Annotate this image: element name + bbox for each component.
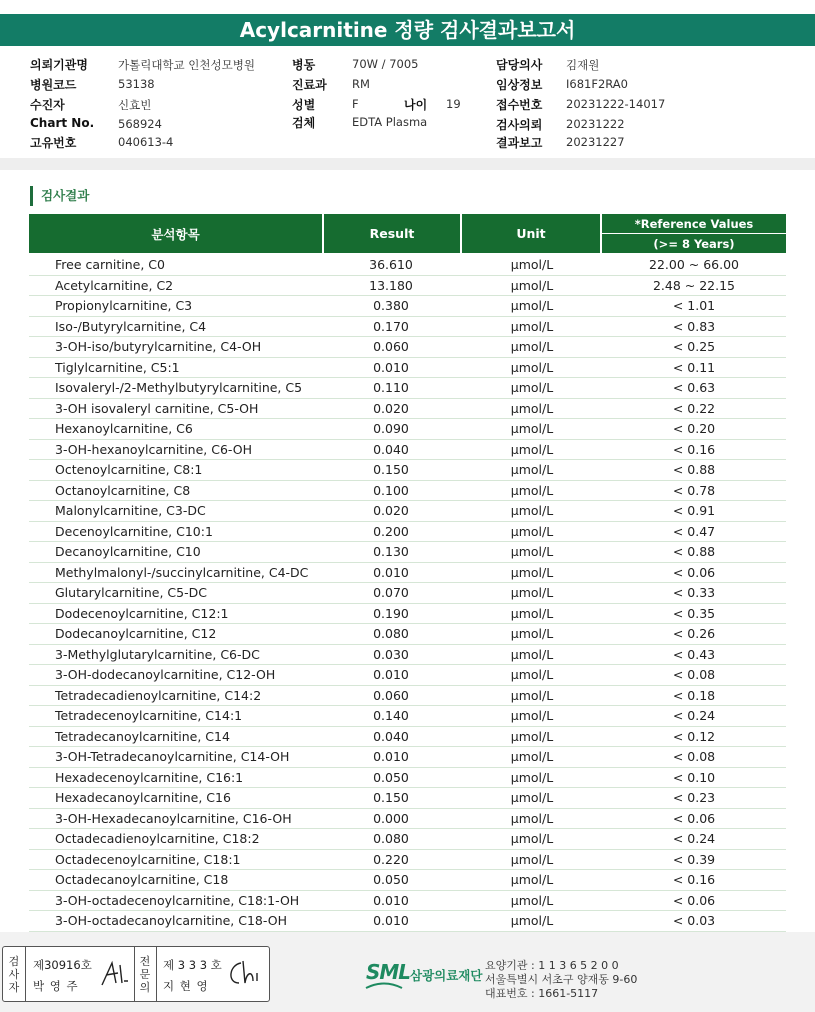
report-value: 20231227 [566,135,625,149]
reference-value: < 0.22 [672,400,716,416]
result-value: 0.010 [373,564,409,580]
clinical-value: I681F2RA0 [566,77,628,91]
unit-value: µmol/L [510,277,554,293]
analyte-name: Hexadecenoylcarnitine, C16:1 [55,769,244,785]
table-row [29,419,786,440]
result-value: 0.010 [373,913,409,928]
reference-value: < 0.47 [672,523,716,539]
sml-logo-text: SML [366,960,411,984]
result-value: 0.220 [373,851,409,867]
table-row [29,850,786,871]
table-row [29,829,786,850]
clinical-label: 임상정보 [496,78,543,92]
result-value: 0.050 [373,872,409,887]
analyte-name: Dodecanoylcarnitine, C12 [55,626,217,641]
unit-value: µmol/L [510,749,554,764]
header-item: 분석항목 [29,214,322,253]
analyte-name: Octadecanoylcarnitine, C18 [55,872,229,887]
tester-label: 검 사 자 [8,954,20,994]
reference-value: < 0.33 [672,585,716,600]
analyte-name: Hexanoylcarnitine, C6 [55,421,193,436]
table-row [29,891,786,912]
result-value: 0.030 [373,646,409,662]
unit-value: µmol/L [510,667,554,682]
table-row [29,788,786,809]
unit-value: µmol/L [510,298,554,313]
patient-label: 수진자 [30,98,65,112]
analyte-name: 3-Methylglutarylcarnitine, C6-DC [55,646,260,662]
analyte-name: Iso-/Butyrylcarnitine, C4 [55,318,207,334]
specialist-label: 전 문 의 [139,954,151,994]
table-row [29,522,786,543]
hospital-value: 가톨릭대학교 인천성모병원 [118,58,255,72]
table-row [29,296,786,317]
reference-value: < 0.78 [672,482,716,498]
table-row [29,727,786,748]
result-value: 0.110 [373,380,409,395]
sex-value: F [352,97,359,111]
reference-value: < 0.26 [672,626,716,641]
ward-label: 병동 [292,58,316,72]
result-value: 36.610 [369,257,413,272]
reference-value: < 0.10 [672,769,716,785]
table-row [29,624,786,645]
header-unit: Unit [462,214,600,253]
reference-value: < 0.08 [672,667,716,682]
result-value: 0.190 [373,605,409,621]
result-value: 0.010 [373,892,409,908]
header-reference: *Reference Values [602,214,786,233]
report-title: Acylcarnitine 정량 검사결과보고서 [0,14,815,46]
table-row [29,706,786,727]
analyte-name: Decenoylcarnitine, C10:1 [55,523,213,539]
chart-label: Chart No. [30,116,95,130]
section-title: 검사결과 [30,186,89,206]
analyte-name: Isovaleryl-/2-Methylbutyrylcarnitine, C5 [55,380,303,395]
analyte-name: 3-OH-dodecanoylcarnitine, C12-OH [55,667,276,682]
result-value: 0.150 [373,790,409,805]
reference-value: < 0.12 [672,728,716,744]
unit-value: µmol/L [510,708,554,723]
dept-value: RM [352,77,370,91]
analyte-name: Methylmalonyl-/succinylcarnitine, C4-DC [55,564,309,580]
specimen-label: 검체 [292,116,316,130]
tester-number: 제30916호 [33,958,92,972]
analyte-name: Dodecenoylcarnitine, C12:1 [55,605,229,621]
reference-value: < 0.88 [672,544,716,559]
org-address: 서울특별시 서초구 양재동 9-60 [485,973,638,986]
analyte-name: Octenoylcarnitine, C8:1 [55,462,203,477]
request-value: 20231222 [566,117,625,131]
table-row [29,686,786,707]
tester-signature [98,959,132,989]
result-value: 0.020 [373,503,409,518]
table-row [29,255,786,276]
result-value: 0.080 [373,831,409,846]
result-value: 0.380 [373,298,409,313]
table-row [29,440,786,461]
analyte-name: Octanoylcarnitine, C8 [55,482,191,498]
table-header [29,214,786,253]
result-value: 0.090 [373,421,409,436]
table-row [29,460,786,481]
result-value: 0.060 [373,339,409,354]
analyte-name: 3-OH-hexanoylcarnitine, C6-OH [55,441,253,457]
doctor-value: 김재원 [566,58,600,72]
patient-info [30,56,790,152]
result-value: 0.070 [373,585,409,600]
unit-value: µmol/L [510,523,554,539]
analyte-name: Malonylcarnitine, C3-DC [55,503,206,518]
unit-value: µmol/L [510,400,554,416]
reference-value: < 0.16 [672,872,716,887]
specialist-number: 제 3 3 3 호 [163,958,222,972]
specialist-signature [225,957,265,991]
unit-value: µmol/L [510,544,554,559]
result-value: 0.200 [373,523,409,539]
sex-label: 성별 [292,98,316,112]
table-row [29,563,786,584]
table-row [29,645,786,666]
ward-value: 70W / 7005 [352,57,419,71]
unit-value: µmol/L [510,380,554,395]
unit-value: µmol/L [510,687,554,703]
table-row [29,747,786,768]
reference-value: < 0.06 [672,892,716,908]
reference-value: < 0.08 [672,749,716,764]
unit-value: µmol/L [510,790,554,805]
code-label: 병원코드 [30,78,77,92]
analyte-name: Octadecadienoylcarnitine, C18:2 [55,831,260,846]
table-row [29,870,786,891]
reference-value: < 0.43 [672,646,716,662]
uid-value: 040613-4 [118,135,174,149]
unit-value: µmol/L [510,441,554,457]
reference-value: < 1.01 [672,298,716,313]
result-value: 0.130 [373,544,409,559]
reference-value: < 0.06 [672,564,716,580]
result-value: 0.170 [373,318,409,334]
unit-value: µmol/L [510,728,554,744]
reference-value: < 0.24 [672,708,716,723]
reference-value: 2.48 ~ 22.15 [652,277,736,293]
result-value: 0.140 [373,708,409,723]
reference-value: < 0.25 [672,339,716,354]
reference-value: < 0.63 [672,380,716,395]
table-row [29,337,786,358]
reference-value: < 0.11 [672,359,716,375]
reference-value: < 0.18 [672,687,716,703]
result-value: 0.040 [373,441,409,457]
header-reference-sub: (>= 8 Years) [602,234,786,253]
unit-value: µmol/L [510,872,554,887]
org-name: 삼광의료재단 [410,968,483,983]
unit-value: µmol/L [510,851,554,867]
dept-label: 진료과 [292,78,327,92]
result-value: 0.000 [373,810,409,826]
reference-value: < 0.35 [672,605,716,621]
analyte-name: 3-OH isovaleryl carnitine, C5-OH [55,400,259,416]
result-value: 0.010 [373,667,409,682]
unit-value: µmol/L [510,626,554,641]
result-value: 0.050 [373,769,409,785]
unit-value: µmol/L [510,769,554,785]
unit-value: µmol/L [510,913,554,928]
chart-value: 568924 [118,117,162,131]
analyte-name: Octadecenoylcarnitine, C18:1 [55,851,241,867]
org-code: 요양기관 : 1 1 3 6 5 2 0 0 [485,959,619,972]
analyte-name: 3-OH-octadecenoylcarnitine, C18:1-OH [55,892,300,908]
analyte-name: Acetylcarnitine, C2 [55,277,174,293]
table-row [29,604,786,625]
table-row [29,768,786,789]
result-value: 0.150 [373,462,409,477]
unit-value: µmol/L [510,257,554,272]
analyte-name: 3-OH-Tetradecanoylcarnitine, C14-OH [55,749,290,764]
reference-value: 22.00 ~ 66.00 [649,257,739,272]
result-value: 0.010 [373,359,409,375]
table-row [29,583,786,604]
analyte-name: Tiglylcarnitine, C5:1 [55,359,180,375]
analyte-name: Tetradecadienoylcarnitine, C14:2 [55,687,262,703]
unit-value: µmol/L [510,318,554,334]
reference-value: < 0.91 [672,503,716,518]
uid-label: 고유번호 [30,136,77,150]
reference-value: < 0.88 [672,462,716,477]
unit-value: µmol/L [510,564,554,580]
table-row [29,501,786,522]
analyte-name: 3-OH-Hexadecanoylcarnitine, C16-OH [55,810,292,826]
analyte-name: 3-OH-iso/butyrylcarnitine, C4-OH [55,339,262,354]
receipt-label: 접수번호 [496,98,543,112]
unit-value: µmol/L [510,359,554,375]
analyte-name: 3-OH-octadecanoylcarnitine, C18-OH [55,913,287,928]
table-row [29,911,786,932]
hospital-label: 의뢰기관명 [30,58,88,72]
report-label: 결과보고 [496,136,543,150]
receipt-value: 20231222-14017 [566,97,666,111]
doctor-label: 담당의사 [496,58,543,72]
table-row [29,276,786,297]
analyte-name: Decanoylcarnitine, C10 [55,544,201,559]
unit-value: µmol/L [510,892,554,908]
table-row [29,809,786,830]
result-value: 0.010 [373,749,409,764]
analyte-name: Propionylcarnitine, C3 [55,298,193,313]
age-label: 나이 [404,98,428,112]
reference-value: < 0.23 [672,790,716,805]
table-row [29,399,786,420]
org-phone: 대표번호 : 1661-5117 [485,987,599,1000]
result-value: 0.100 [373,482,409,498]
patient-value: 신효빈 [118,98,152,112]
reference-value: < 0.20 [672,421,716,436]
result-value: 0.020 [373,400,409,416]
reference-value: < 0.03 [672,913,716,928]
analyte-name: Hexadecanoylcarnitine, C16 [55,790,231,805]
table-row [29,358,786,379]
unit-value: µmol/L [510,462,554,477]
request-label: 검사의뢰 [496,118,543,132]
result-value: 0.080 [373,626,409,641]
table-row [29,481,786,502]
section-divider [0,158,815,170]
unit-value: µmol/L [510,831,554,846]
analyte-name: Tetradecenoylcarnitine, C14:1 [55,708,243,723]
code-value: 53138 [118,77,155,91]
result-rows [29,255,786,932]
unit-value: µmol/L [510,605,554,621]
table-row [29,665,786,686]
specialist-name: 지 현 영 [163,979,209,993]
table-row [29,542,786,563]
analyte-name: Glutarylcarnitine, C5-DC [55,585,207,600]
reference-value: < 0.24 [672,831,716,846]
unit-value: µmol/L [510,585,554,600]
reference-value: < 0.06 [672,810,716,826]
header-result: Result [324,214,460,253]
age-value: 19 [446,97,461,111]
reference-value: < 0.39 [672,851,716,867]
analyte-name: Tetradecanoylcarnitine, C14 [55,728,230,744]
signature-box [2,946,270,1002]
result-value: 0.040 [373,728,409,744]
reference-value: < 0.83 [672,318,716,334]
unit-value: µmol/L [510,339,554,354]
unit-value: µmol/L [510,503,554,518]
unit-value: µmol/L [510,810,554,826]
unit-value: µmol/L [510,646,554,662]
unit-value: µmol/L [510,421,554,436]
specimen-value: EDTA Plasma [352,115,428,129]
unit-value: µmol/L [510,482,554,498]
result-value: 0.060 [373,687,409,703]
result-value: 13.180 [369,277,413,293]
tester-name: 박 영 주 [33,979,79,993]
reference-value: < 0.16 [672,441,716,457]
analyte-name: Free carnitine, C0 [55,257,165,272]
table-row [29,317,786,338]
table-row [29,378,786,399]
